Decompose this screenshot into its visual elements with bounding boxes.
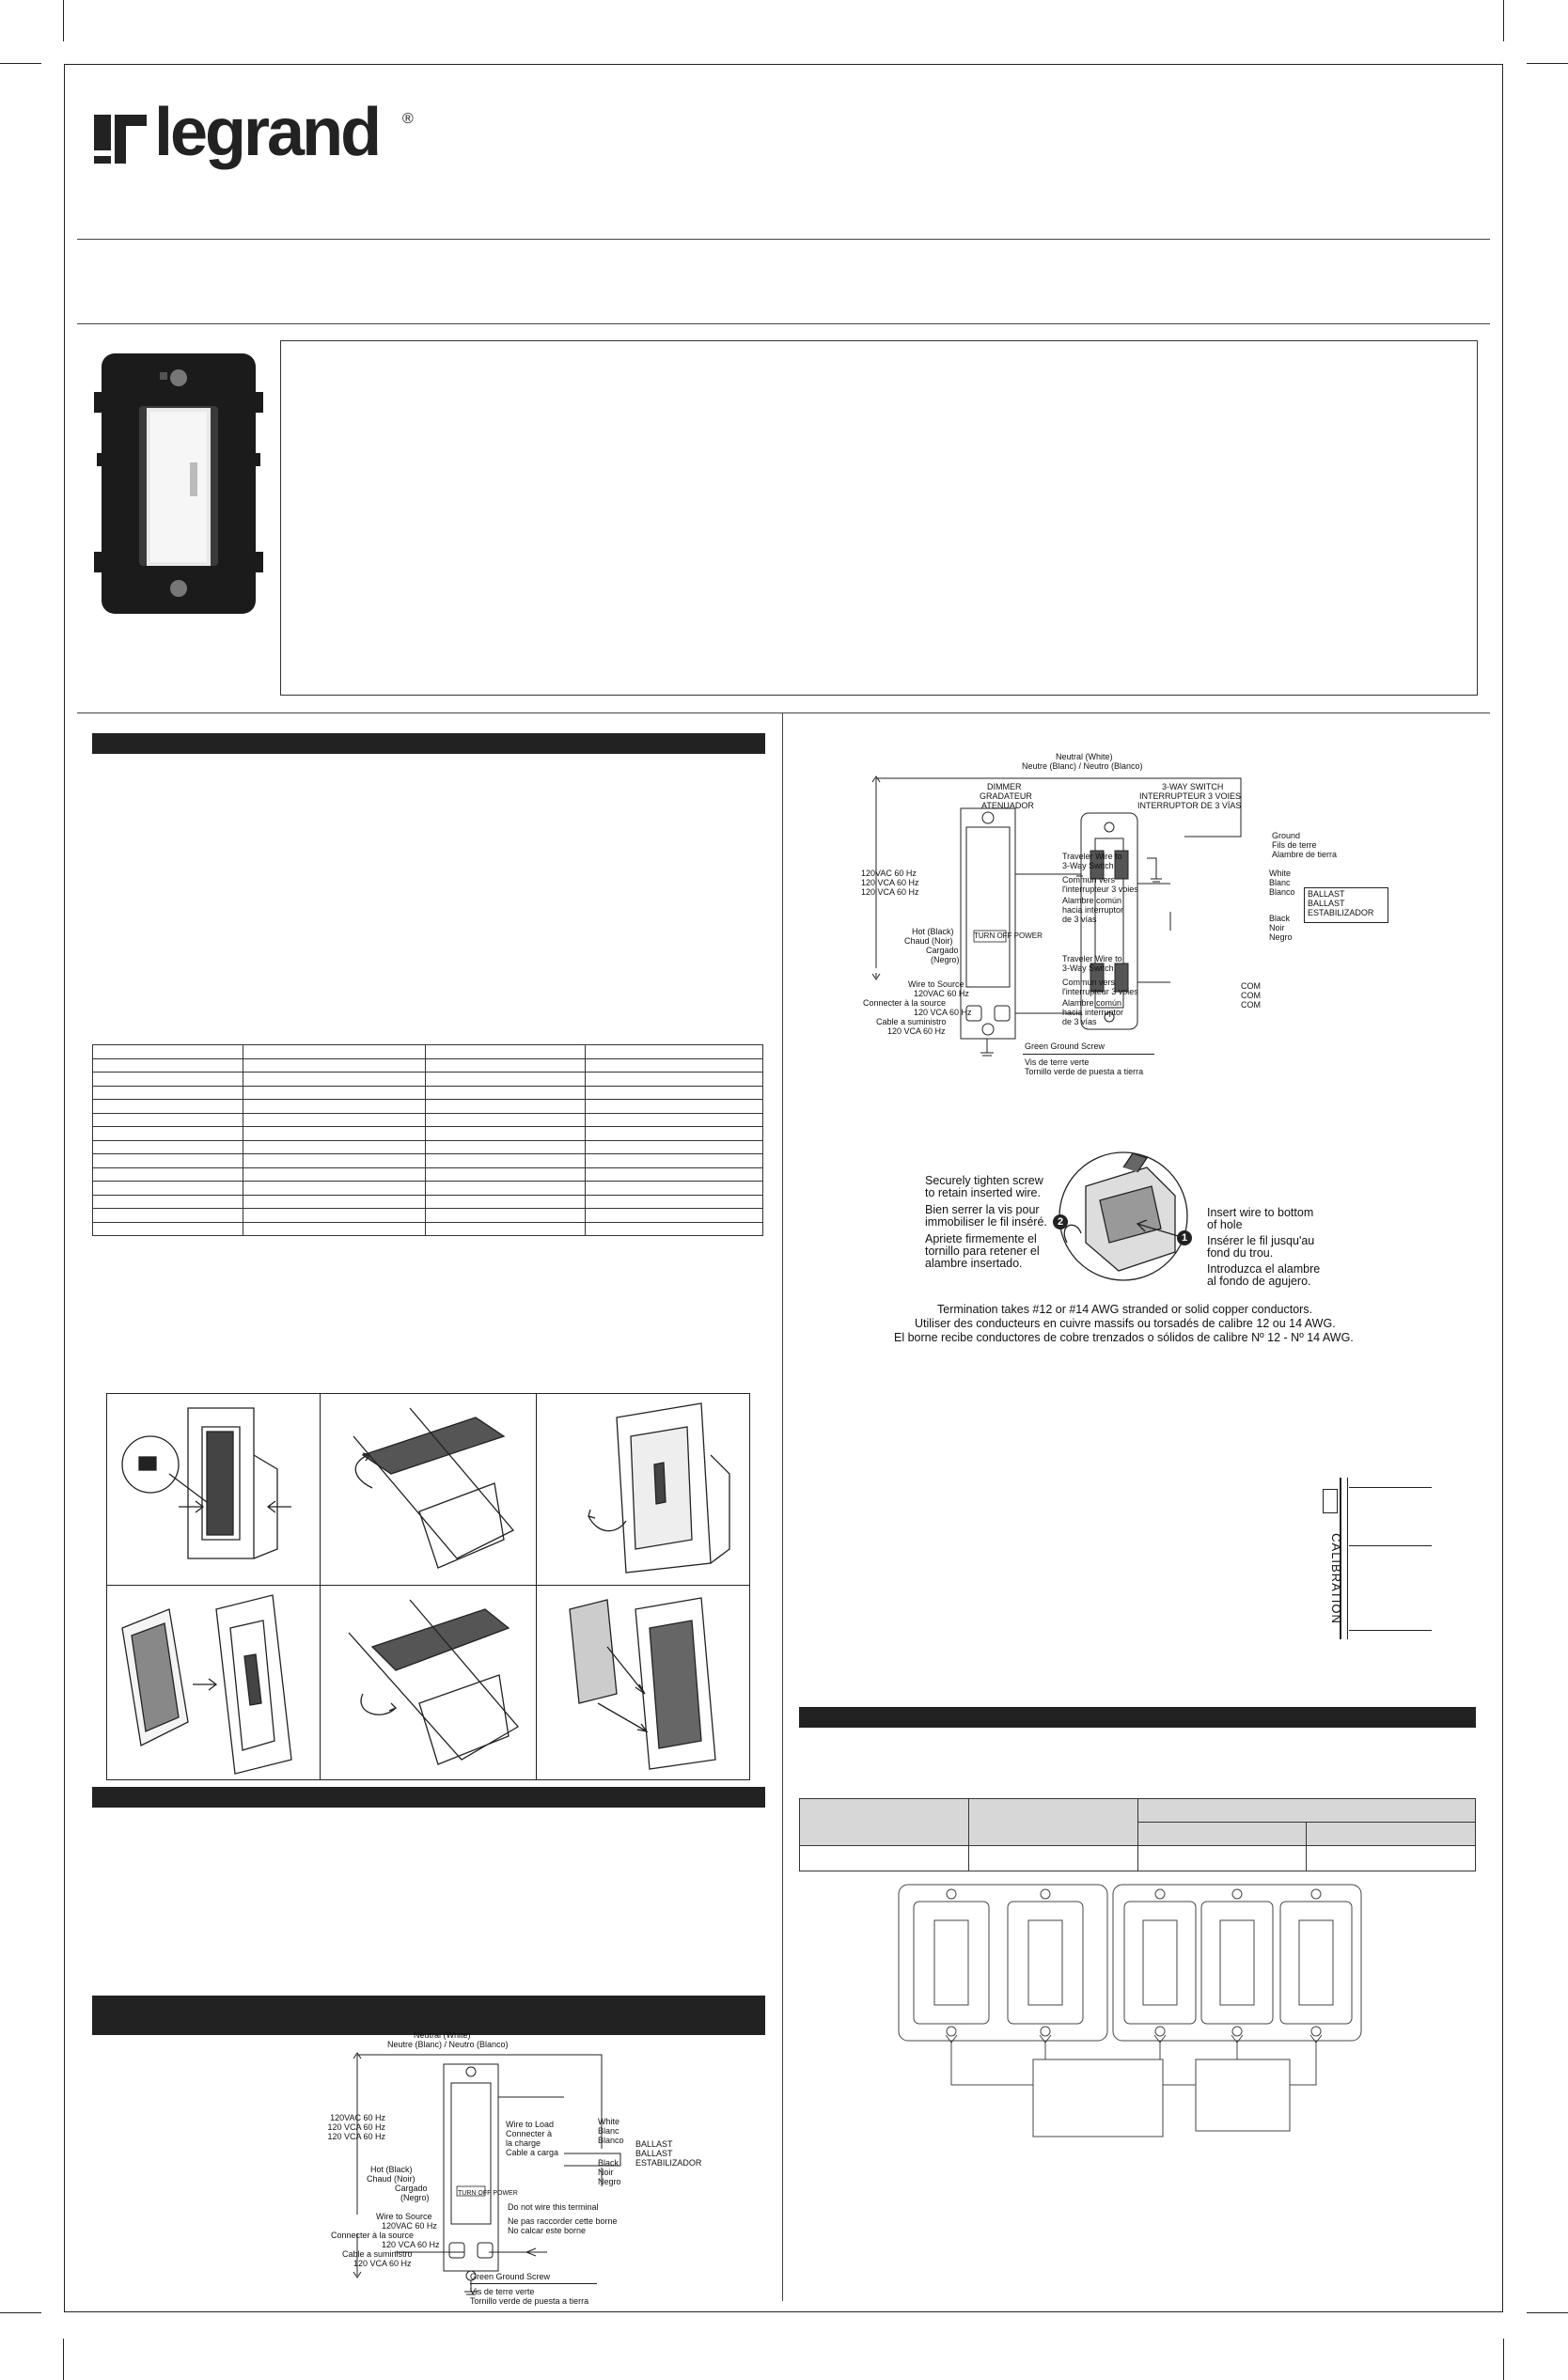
diagram-label: Connecter à la source [331,2231,415,2240]
diagram-label: BALLAST [635,2149,673,2158]
ganging-illustration [895,1883,1365,2155]
calibration-label: CALIBRATION [1328,1533,1343,1624]
intro-box [280,340,1478,696]
diagram-label: ATENUADOR [981,801,1034,810]
diagram-label: Wire to Source [376,2212,432,2221]
diagram-label: Negro [598,2177,621,2186]
crop-mark [1527,2312,1568,2313]
table-row [93,1127,763,1141]
table-row [93,1073,763,1087]
calibration-detail [1321,1478,1435,1642]
diagram-label: 120VAC 60 Hz [330,2113,385,2122]
diagram-label: Cable a carga [506,2148,559,2157]
diagram-label: de 3 vías [1062,915,1097,924]
section-rule [77,712,1490,713]
diagram-label: ESTABILIZADOR [1308,908,1374,917]
termination-text: Securely tighten screw [925,1174,1043,1187]
diagram-label: Negro [1269,932,1293,942]
diagram-label: 120 VCA 60 Hz [327,2132,385,2141]
diagram-label: ESTABILIZADOR [635,2158,702,2168]
diagram-label: COM [1241,981,1261,991]
diagram-label: 3-Way Switch [1062,861,1114,870]
column-divider [782,712,783,2301]
table-row [93,1182,763,1196]
diagram-label: Wire to Load [506,2120,555,2129]
diagram-label: (Negro) [931,955,960,964]
section-header-bar [92,733,765,754]
crop-mark [1503,0,1504,41]
diagram-label: Connecter à [506,2129,553,2138]
diagram-label: 120 VCA 60 Hz [861,887,919,897]
install-step-2 [325,1399,530,1579]
diagram-label: BALLAST [635,2139,673,2149]
section-header-bar [92,1787,765,1808]
diagram-label: Do not wire this terminal [508,2202,599,2212]
diagram-label: GRADATEUR [980,791,1032,801]
table-row [93,1045,763,1059]
table-row [93,1154,763,1168]
diagram-label: 120 VCA 60 Hz [382,2240,440,2249]
table-row [93,1113,763,1127]
diagram-label: BALLAST [1308,889,1345,899]
diagram-label: Traveler Wire to [1062,852,1122,861]
device-label: TURN OFF POWER [458,2190,518,2197]
diagram-label: Vis de terre verte [470,2287,535,2296]
diagram-label: 3-WAY SWITCH [1162,782,1224,791]
diagram-label: Chaud (Noir) [367,2174,416,2184]
termination-text: Insérer le fil jusqu'au [1207,1234,1315,1247]
section-header-bar [92,1996,765,2035]
diagram-label: Green Ground Screw [470,2272,551,2281]
termination-note: Utiliser des conducteurs en cuivre massifs ou torsadés de calibre 12 ou 14 AWG. [915,1317,1336,1330]
diagram-label: Black [1269,914,1291,923]
diagram-label: INTERRUPTEUR 3 VOIES [1139,791,1242,801]
table-row [93,1222,763,1236]
diagram-label: l'interrupteur 3 voies [1062,885,1138,894]
device-label: TURN OFF POWER [974,932,1043,940]
diagram-label: Wire to Source [908,979,964,989]
diagram-label: Hot (Black) [912,927,954,936]
diagram-label: 120 VCA 60 Hz [327,2122,385,2132]
diagram-label: Neutre (Blanc) / Neutro (Blanco) [387,2040,509,2049]
diagram-label: l'interrupteur 3 voies [1062,987,1138,996]
legrand-logo [92,95,414,180]
spec-table [92,1044,763,1236]
step-number: 2 [1058,1216,1064,1228]
diagram-label: INTERRUPTOR DE 3 VÍAS [1137,801,1242,810]
diagram-label: BALLAST [1308,899,1345,908]
diagram-label: 3-Way Switch [1062,963,1114,973]
table-row [93,1167,763,1182]
diagram-label: Neutre (Blanc) / Neutro (Blanco) [1022,761,1143,771]
diagram-label: White [598,2117,620,2126]
table-row [93,1100,763,1114]
termination-text: immobiliser le fil inséré. [925,1215,1047,1229]
diagram-label: 120 VCA 60 Hz [353,2259,412,2268]
termination-note: El borne recibe conductores de cobre trenzados o sólidos de calibre Nº 12 - Nº 14 AWG. [894,1331,1354,1344]
diagram-label: Ground [1272,831,1301,840]
diagram-label: Cable a suministro [876,1017,947,1026]
diagram-label: hacia interruptor [1062,1008,1124,1017]
grid-divider [106,1585,750,1586]
diagram-label: (Negro) [400,2193,430,2202]
section-header-bar [799,1707,1476,1728]
grid-divider [320,1393,321,1780]
diagram-label: Neutral (White) [1056,752,1113,761]
diagram-label: Commun vers [1062,875,1116,885]
table-row [93,1195,763,1209]
diagram-label: Blanco [1269,887,1295,897]
crop-mark [1503,2339,1504,2380]
diagram-label: Cargado [926,946,959,955]
diagram-label: 120 VCA 60 Hz [887,1026,946,1036]
diagram-label: Traveler Wire to [1062,954,1122,963]
diagram-label: Alambre de tierra [1272,850,1338,859]
diagram-label: COM [1241,991,1261,1000]
diagram-label: Noir [1269,923,1285,932]
diagram-label: de 3 vías [1062,1017,1097,1026]
termination-text: fond du trou. [1207,1246,1274,1260]
table-row [800,1846,1476,1871]
table-row [93,1086,763,1100]
diagram-label: Chaud (Noir) [904,936,953,946]
product-photo [94,350,263,618]
install-step-6 [541,1590,746,1775]
termination-text: of hole [1207,1218,1243,1231]
header-rule [77,323,1490,324]
legrand-mark-icon [92,109,149,165]
diagram-label: White [1269,869,1292,878]
termination-text: Insert wire to bottom [1207,1206,1314,1219]
termination-text: Apriete firmemente el [925,1232,1037,1245]
diagram-label: Commun vers [1062,978,1116,987]
diagram-label: Vis de terre verte [1025,1057,1090,1067]
diagram-label: 120 VCA 60 Hz [914,1008,972,1017]
termination-text: Introduzca el alambre [1207,1262,1321,1276]
diagram-label: hacia interruptor [1062,905,1124,915]
diagram-label: Blanc [1269,878,1291,887]
table-row [93,1140,763,1154]
table-row [800,1799,1476,1823]
diagram-label: la charge [506,2138,541,2148]
diagram-label: Alambre común [1062,998,1122,1008]
diagram-label: Blanco [598,2136,624,2145]
diagram-label: Cargado [395,2184,428,2193]
rating-table [799,1798,1476,1871]
termination-illustration [1043,1149,1203,1285]
diagram-label: No calcar este borne [508,2226,587,2235]
diagram-label: Alambre común [1062,896,1122,905]
step-number: 1 [1182,1232,1188,1244]
diagram-rule [470,2283,597,2284]
diagram-label: Fils de terre [1272,840,1317,850]
termination-note: Termination takes #12 or #14 AWG stranded or solid copper conductors. [937,1303,1313,1316]
diagram-label: Tornillo verde de puesta a tierra [1025,1067,1144,1076]
diagram-label: Blanc [598,2126,619,2136]
diagram-label: Noir [598,2168,614,2177]
diagram-label: DIMMER [987,782,1022,791]
registered-mark: ® [402,111,414,127]
header-rule [77,239,1490,240]
crop-mark [63,2339,64,2380]
crop-mark [1527,63,1568,64]
diagram-label: 120VAC 60 Hz [914,989,969,998]
diagram-label: Cable a suministro [342,2249,413,2259]
table-row [93,1058,763,1073]
install-step-3 [541,1399,746,1579]
diagram-label: Connecter à la source [863,998,947,1008]
install-step-1 [113,1399,314,1579]
diagram-label: 120VAC 60 Hz [382,2221,437,2231]
table-row [93,1209,763,1223]
termination-text: to retain inserted wire. [925,1186,1041,1199]
diagram-label: Ne pas raccorder cette borne [508,2216,618,2226]
diagram-label: Tornillo verde de puesta a tierra [470,2296,589,2306]
diagram-label: Neutral (White) [414,2030,471,2040]
crop-mark [0,2312,41,2313]
crop-mark [0,63,41,64]
grid-divider [536,1393,537,1780]
termination-text: alambre insertado. [925,1257,1023,1270]
install-step-5 [325,1590,530,1775]
diagram-label: 120VAC 60 Hz [861,869,917,878]
diagram-label: Black [598,2158,619,2168]
diagram-label: Hot (Black) [370,2165,413,2174]
diagram-label: 120 VCA 60 Hz [861,878,919,887]
diagram-label: Green Ground Screw [1025,1041,1105,1051]
brand-name: legrand [154,95,380,170]
termination-text: tornillo para retener el [925,1245,1040,1258]
crop-mark [63,0,64,41]
termination-text: Bien serrer la vis pour [925,1203,1040,1216]
termination-text: al fondo de agujero. [1207,1275,1311,1288]
diagram-rule [1023,1054,1154,1055]
install-step-4 [113,1590,314,1775]
diagram-label: COM [1241,1000,1261,1010]
